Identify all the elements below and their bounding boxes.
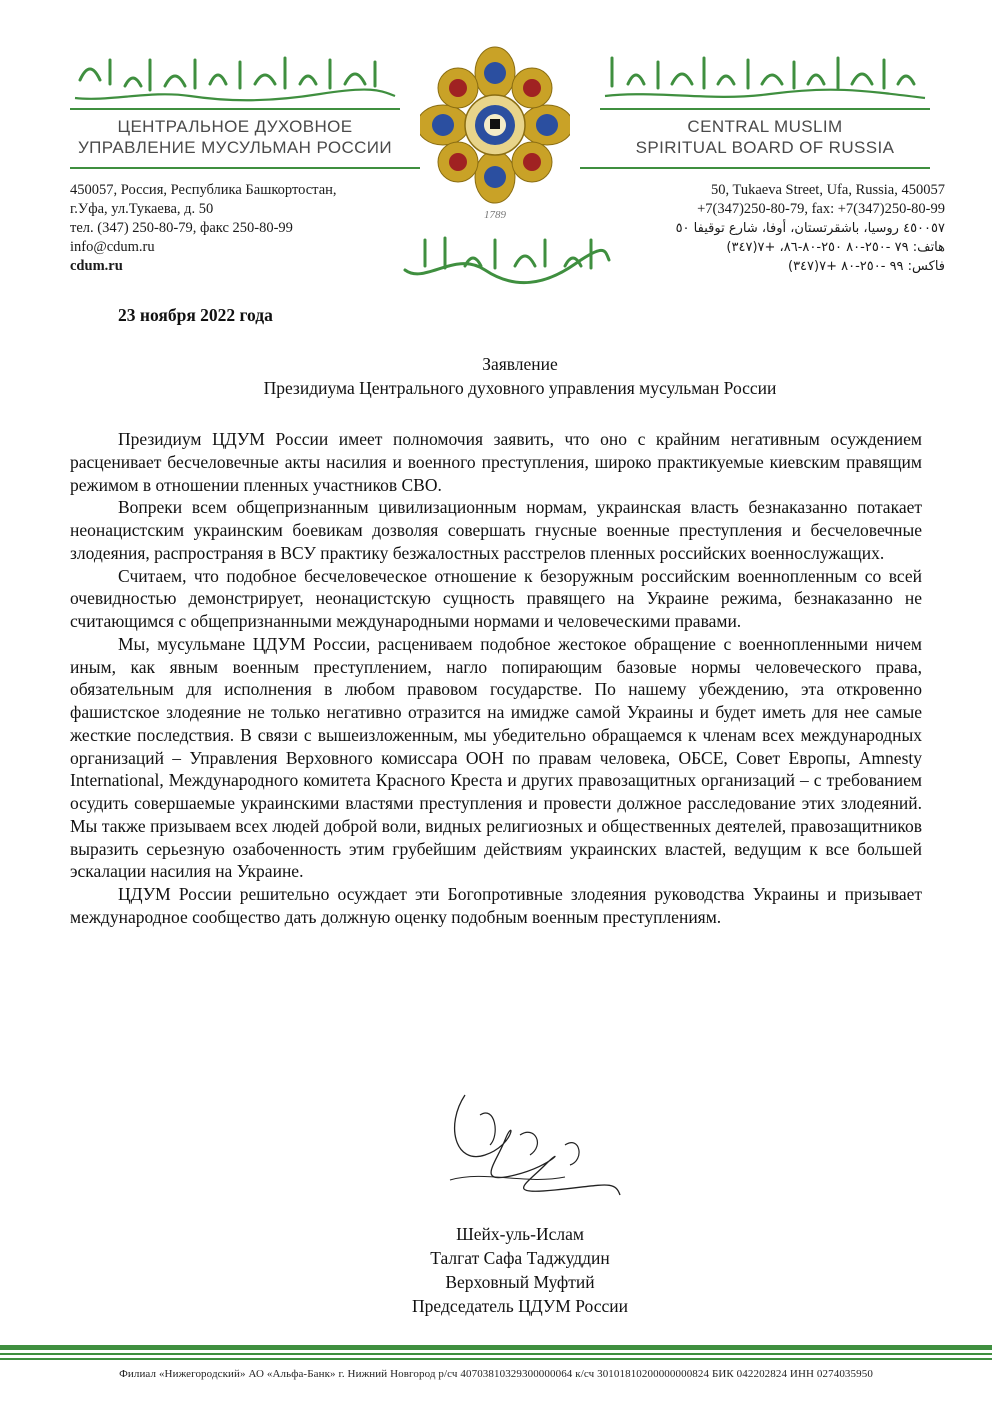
phone-ar: هاتف: ٧٩ -٢٥٠-٨٠ ٢٥٠-٨٠-٨٦، +٧(٣٤٧) [726,240,945,255]
signer-title-1: Шейх-уль-Ислам [456,1224,584,1244]
emblem-logo [420,40,570,210]
letter-body [70,428,922,929]
phone-fax-ru: тел. (347) 250-80-79, факс 250-80-99 [70,220,293,236]
founding-year: 1789 [484,209,506,221]
header-rule-right [600,108,930,110]
fax-ar: فاكس: ٩٩ -٢٥٠-٨٠ +٧(٣٤٧) [788,259,945,274]
footer-bar-thin [0,1358,992,1360]
footer-green-bars [0,1345,992,1363]
signer-title-3: Председатель ЦДУМ России [412,1296,628,1316]
header-rule-left [70,108,400,110]
email-link[interactable]: info@cdum.ru [70,239,155,255]
header-rule-right-2 [580,167,930,169]
address-en: 50, Tukaeva Street, Ufa, Russia, 450057 [711,182,945,198]
calligraphy-right-art [600,50,930,110]
emblem-icon [420,40,570,210]
handwritten-signature [445,1085,625,1210]
paragraph: Считаем, что подобное бесчеловеческое отношение к безоружным российским военнопленным со всей очевидностью демонстрирует, неонацистскую сущность правящего на Украине режима, безнаказанно не считающимся с общепризнанными международными нормами и человеческими правами. [70,565,922,631]
signatory-block [370,1222,670,1318]
contacts-ru [70,181,410,276]
footer-bar-thick [0,1345,992,1350]
signature-art [445,1085,625,1210]
calligraphy-right [600,50,930,110]
letter-title: Заявление [482,354,558,374]
address-line-1: 450057, Россия, Республика Башкортостан, [70,182,337,198]
calligraphy-left [70,50,400,110]
header-rule-left-2 [70,167,420,169]
paragraph: ЦДУМ России решительно осуждает эти Богопротивные злодеяния руководства Украины и призывает международное сообщество дать должную оценку подобным военным преступлениям. [70,884,922,927]
org-name-ru: ЦЕНТРАЛЬНОЕ ДУХОВНОЕ УПРАВЛЕНИЕ МУСУЛЬМАН РОССИИ [77,117,393,157]
letter-subtitle: Президиума Центрального духовного управления мусульман России [263,378,777,398]
paragraph: Мы, мусульмане ЦДУМ России, расцениваем подобное жестокое обращение с военнопленными ничем иным, как явным военным преступлением, нагло попирающим базовые нормы человеческого права, обязательным для исполнения в любом правовом государстве. По нашему убеждению, эта откровенно фашистское злодеяние не только негативно отразится на имидже самой Украины и будет иметь для нее самые жесткие последствия. В связи с вышеизложенным, мы убедительно обращаемся к членам всех международных организаций – Управления Верховного комиссара ООН по правам человека, ОБСЕ, Совет Европы, Amnesty International, Международного комитета Красного Креста и других правозащитных организаций – с требованием осудить совершаемые украинскими властями преступления и провести должное расследование этих злодеяний. Мы также призываем всех людей доброй воли, видных религиозных и общественных деятелей, правозащитников выразить серьезную озабоченность этим грубейшим действиям украинских властей, ведущим к все большей эскалации насилия на Украине. [70,633,922,882]
bank-details: Филиал «Нижегородский» АО «Альфа-Банк» г. Нижний Новгород р/сч 40703810329300000064 к/сч 30101810200000000824 БИК 042202824 ИНН 0274035950 [119,1368,873,1380]
paragraph: Вопреки всем общепризнанным цивилизационным нормам, украинская власть безнаказанно потакает неонацистским украинским боевикам дозволяя совершать гнусные военные преступления и бесчеловечные злодеяния, распространяя в ВСУ практику безжалостных расстрелов пленных российских военнослужащих. [70,497,922,563]
contacts-en-ar [560,181,945,276]
address-line-2: г.Уфа, ул.Тукаева, д. 50 [70,201,214,217]
letter-date: 23 ноября 2022 года [118,305,273,325]
signer-title-2: Верховный Муфтий [445,1272,595,1292]
calligraphy-left-art [70,50,400,110]
address-ar: ٤٥٠٠٥٧ روسيا، باشقرتستان، أوفا، شارع توقيفا ٥٠ [675,221,945,236]
website-link[interactable]: cdum.ru [70,258,123,274]
org-name-en: CENTRAL MUSLIM SPIRITUAL BOARD OF RUSSIA [635,117,895,157]
signer-name: Талгат Сафа Таджуддин [430,1248,610,1268]
phone-fax-en: +7(347)250-80-79, fax: +7(347)250-80-99 [697,201,945,217]
footer-bar-thin [0,1353,992,1355]
paragraph: Президиум ЦДУМ России имеет полномочия заявить, что оно с крайним негативным осуждением расценивает бесчеловечные акты насилия и военного преступления, широко практикуемые киевским правящим режимом в отношении пленных участников СВО. [70,429,922,495]
